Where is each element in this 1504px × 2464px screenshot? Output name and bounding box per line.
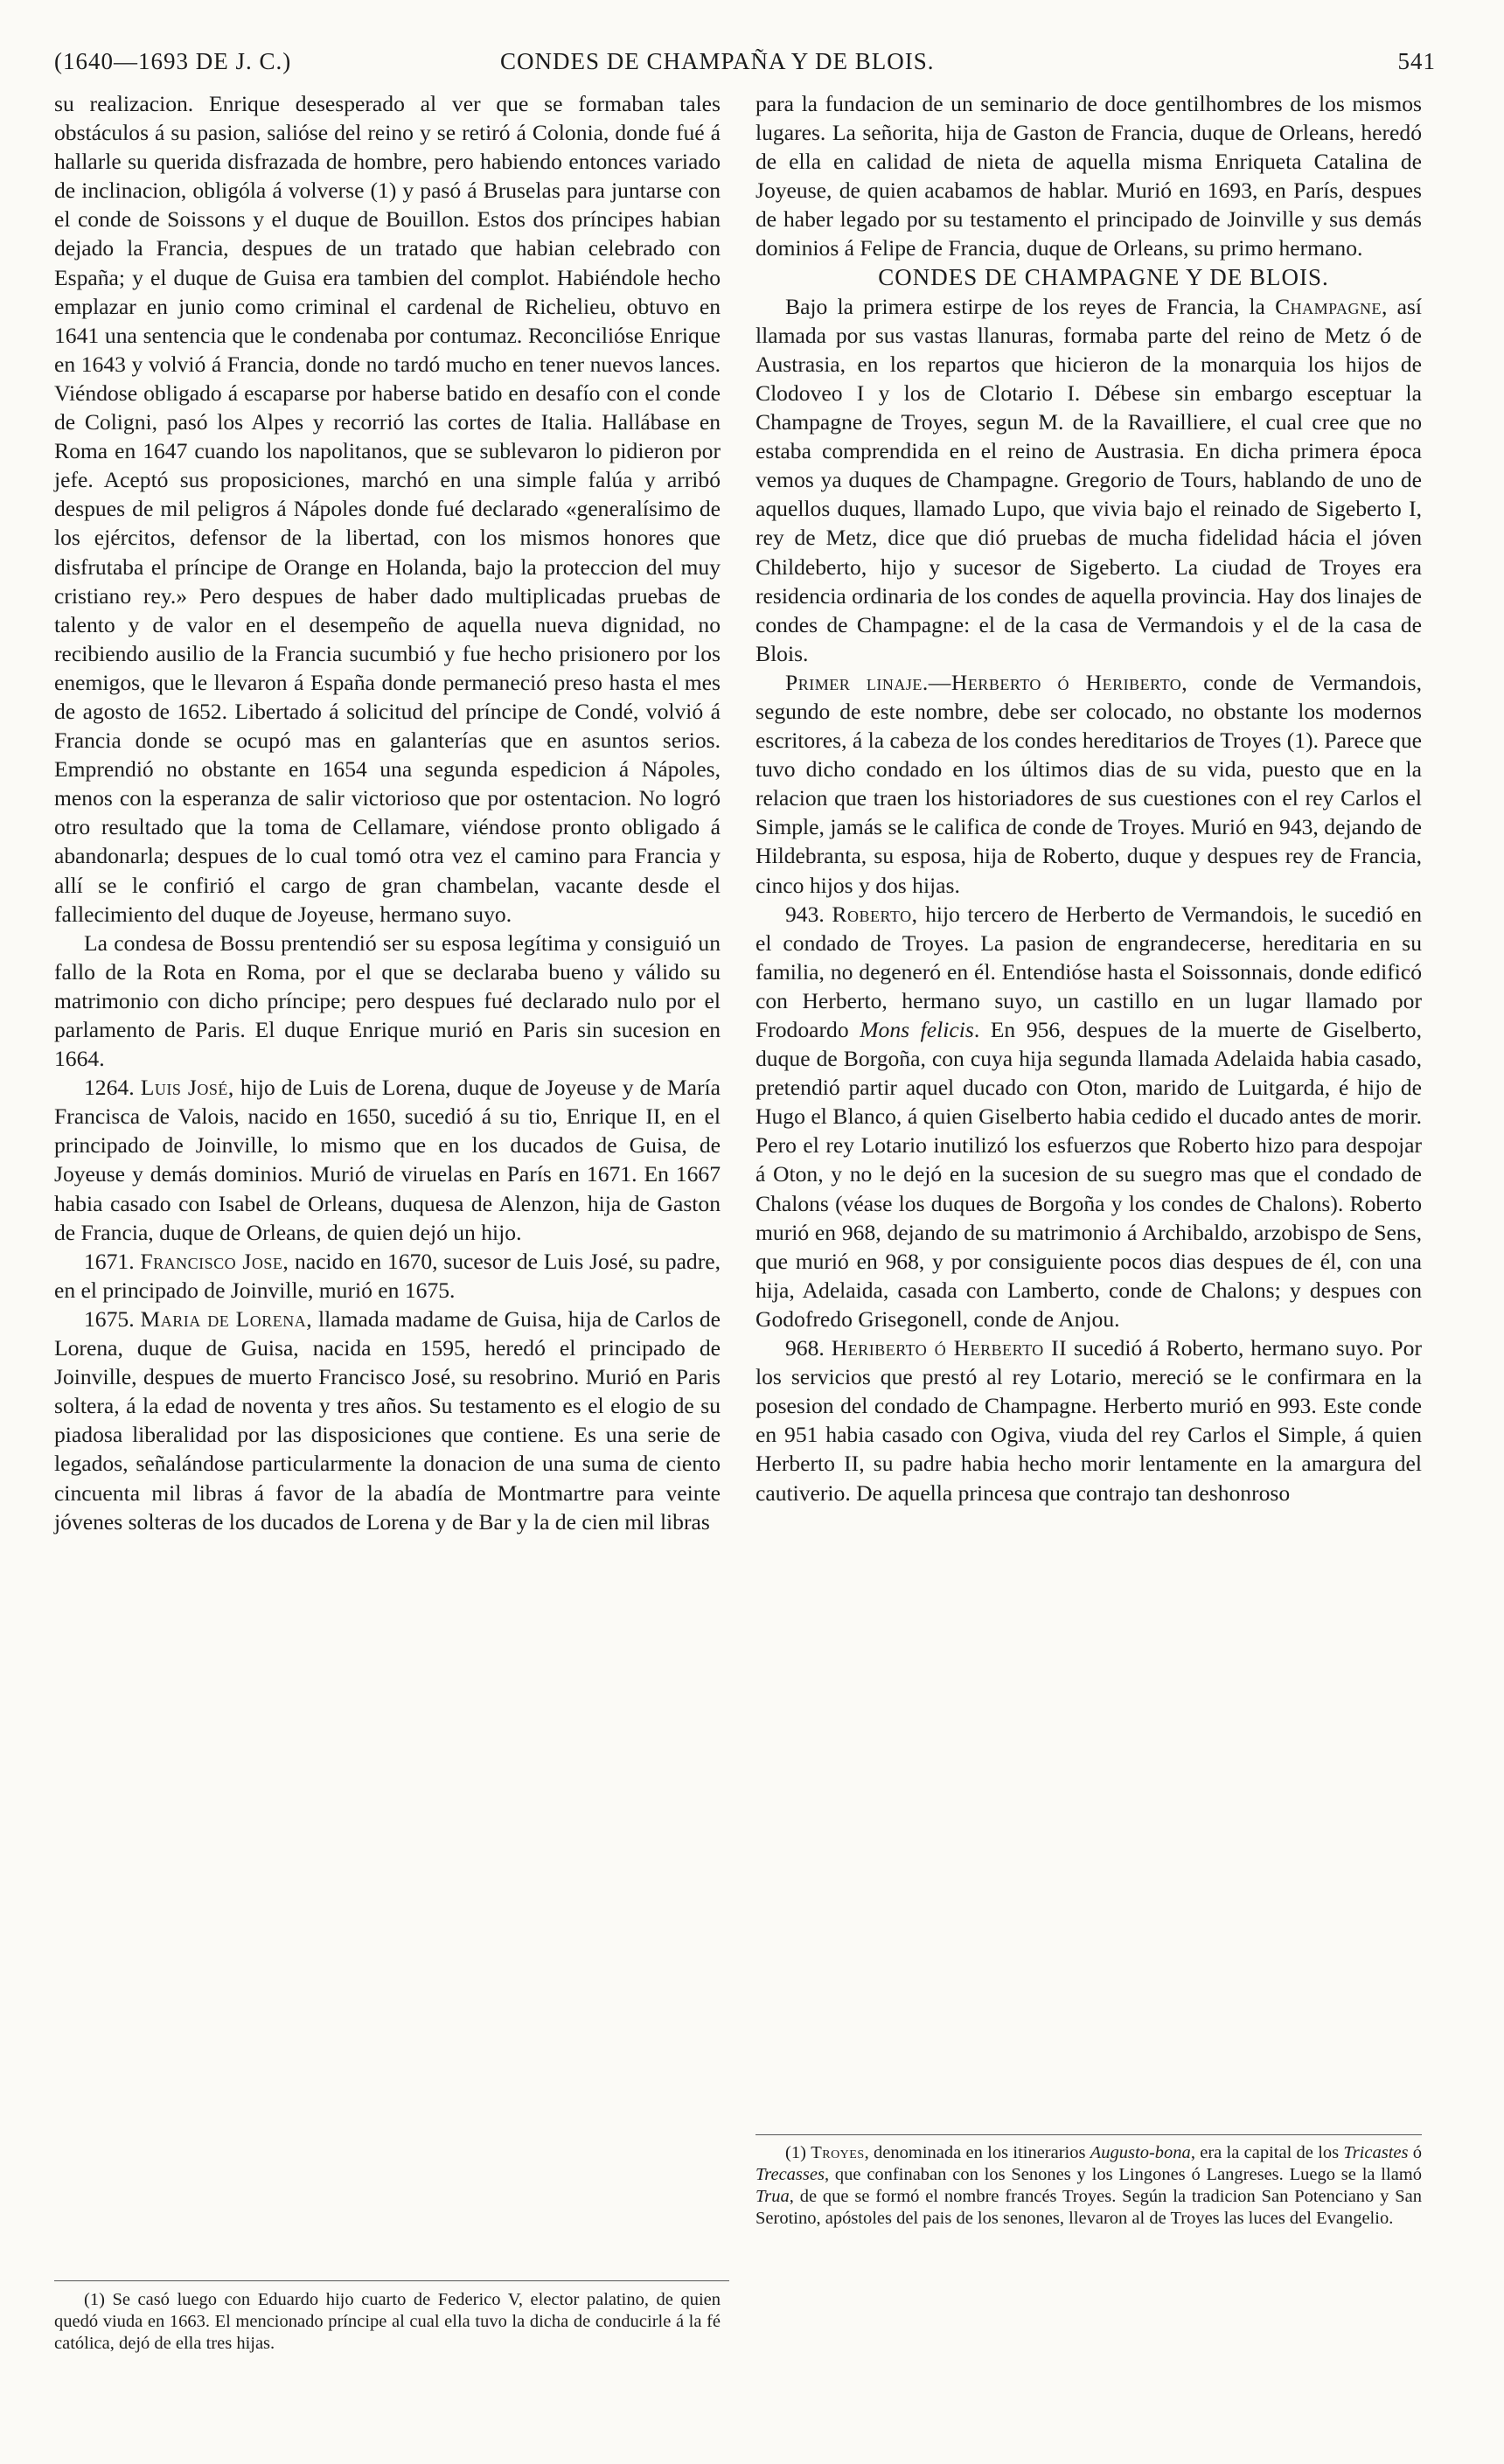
text-run: , así llamada por sus vastas llanuras, formaba parte del reino de Metz ó de Austrasia, en los repartos que hicieron de la monarquia los hijos de Clodoveo I y los de Clotario I. Débese sin embargo esceptuar la Champagne de Troyes, segun M. de la Ravailliere, el cual cree que no estaba comprendida en el reino de Austrasia. En dicha primera época vemos ya duques de Champagne. Gregorio de Tours, hablando de uno de aquellos duques, llamado Lupo, que vivia bajo el reinado de Sigeberto I, rey de Metz, dice que dió pruebas de mucha fidelidad hácia el jóven Childeberto, hijo y sucesor de Sigeberto. La ciudad de Troyes era residencia ordinaria de los condes de aquella provincia. Hay dos linajes de condes de Champagne: el de la casa de Vermandois y el de la casa de Blois.	[755, 293, 1422, 666]
entry-text: llamada madame de Guisa, hija de Carlos de Lorena, duque de Guisa, nacida en 1595, heredó el principado de Joinville, despues de muerto Francisco José, su resobrino. Murió en Paris soltera, á la edad de noventa y tres años. Su testamento es el elogio de su piadosa liberalidad por las disposiciones que contiene. Es una serie de legados, señalándose particularmente la donacion de una suma de ciento cincuenta mil libras á favor de la abadía de Montmartre para veinte jóvenes solteras de los ducados de Lorena y de Bar y la de cien mil libras	[54, 1305, 721, 1535]
entry-name: Maria de Lorena,	[140, 1305, 313, 1332]
entry-text: hijo tercero de Herberto de Vermandois, le sucedió en el condado de Troyes. La pasion de engrandecerse, hereditaria en su familia, no degeneró en él. Entendióse hasta el Soissonnais, donde edificó con Herberto, hermano suyo, un castillo en un lugar llamado por Frodoardo	[755, 901, 1422, 1042]
entry-primer-linaje	[755, 668, 1422, 900]
entry-text: nacido en 1670, sucesor de Luis José, su padre, en el principado de Joinville, murió en 1675.	[54, 1248, 721, 1303]
entry-text: hijo de Luis de Lorena, duque de Joyeuse y de María Francisca de Valois, nacido en 1650, sucedió á su tio, Enrique II, en el principado de Joinville, lo mismo que en los ducados de Guisa, de Joyeuse y demás dominios. Murió de viruelas en París en 1671. En 1667 habia casado con Isabel de Orleans, duquesa de Alenzon, hija de Gaston de Francia, duque de Orleans, de quien dejó un hijo.	[54, 1075, 721, 1245]
entry-name: Roberto,	[832, 901, 918, 927]
right-column	[755, 89, 1422, 1507]
entry-heading: Primer linaje.—Herberto ó Heriberto,	[785, 669, 1188, 695]
page-number: 541	[1397, 48, 1436, 74]
entry-name: Francisco Jose,	[140, 1248, 289, 1274]
entry-year: 1264.	[84, 1075, 135, 1101]
text-run: ó	[1408, 2143, 1423, 2162]
footnote-right	[755, 2142, 1422, 2230]
text-run: (1)	[785, 2143, 811, 2162]
text-run: , era la capital de los	[1190, 2143, 1344, 2162]
latin-term: Trecasses	[755, 2165, 825, 2184]
term-champagne: Champagne	[1275, 293, 1382, 319]
paragraph: La condesa de Bossu prentendió ser su esposa legítima y consiguió un fallo de la Rota en Roma, por el que se declaraba bueno y válido su matrimonio con dicho príncipe; pero despues fué declarado nulo por el parlamento de Paris. El duque Enrique murió en Paris sin sucesion en 1664.	[54, 929, 721, 1072]
entry-name: Heriberto ó Herberto II	[831, 1335, 1068, 1361]
section-title: CONDES DE CHAMPAGNE Y DE BLOIS.	[878, 263, 1329, 290]
paragraph: para la fundacion de un seminario de doce gentilhombres de los mismos lugares. La señorita, hija de Gaston de Francia, duque de Orleans, heredó de ella en calidad de nieta de aquella misma Enriqueta Catalina de Joyeuse, de quien acabamos de hablar. Murió en 1693, en París, despues de haber legado por su testamento el principado de Joinville y sus demás dominios á Felipe de Francia, duque de Orleans, su primo hermano.	[755, 91, 1422, 261]
latin-term: Augusto-bona	[1090, 2143, 1191, 2162]
text-run: , de que se formó el nombre francés Troyes. Según la tradicion San Potenciano y San Serotino, apóstoles del pais de los senones, llevaron al de Troyes las luces del Evangelio.	[755, 2187, 1422, 2228]
term-troyes: Troyes	[811, 2143, 865, 2162]
latin-term: Mons felicis	[860, 1017, 974, 1042]
latin-term: Tricastes	[1343, 2143, 1409, 2162]
footnote-text	[755, 2142, 1422, 2230]
entry-text: . En 956, despues de la muerte de Giselberto, duque de Borgoña, con cuya hija segunda llamada Adelaida habia casado, pretendió partir aquel ducado con Oton, marido de Luitgarda, é hijo de Hugo el Blanco, á quien Giselberto habia cedido el ducado antes de morir. Pero el rey Lotario inutilizó los esfuerzos que Roberto hizo para despojar á Oton, y no le dejó en la sucesion de su suegro mas que el condado de Chalons (véase los duques de Borgoña y los condes de Chalons). Roberto murió en 968, dejando de su matrimonio á Archibaldo, arzobispo de Sens, que murió en 968, y por consiguiente pocos dias despues de él, con una hija, Adelaida, casada con Lamberto, conde de Chalons; y despues con Godofredo Grisegonell, conde de Anjou.	[755, 1017, 1422, 1332]
latin-term: Trua	[755, 2187, 790, 2206]
paragraph-intro	[755, 292, 1422, 668]
footnote-rule-left	[54, 2280, 729, 2281]
entry-text: sucedió á Roberto, hermano suyo. Por los servicios que prestó al rey Lotario, mereció se le confirmara en la posesion del condado de Champagne. Herberto murió en 993. Este conde en 951 habia casado con Ogiva, viuda del rey Carlos el Simple, á quien Herberto II, su padre habia hecho morir lentamente en la amargura del cautiverio. De aquella princesa que contrajo tan deshonroso	[755, 1335, 1422, 1506]
text-run: Bajo la primera estirpe de los reyes de Francia, la	[785, 293, 1276, 319]
footnote-rule-right	[755, 2134, 1422, 2135]
text-run: , denominada en los itinerarios	[864, 2143, 1090, 2162]
entry-year: 968.	[785, 1335, 825, 1361]
entry-year: 943.	[785, 901, 825, 927]
footnote-left	[54, 2289, 721, 2355]
footnote-text: (1) Se casó luego con Eduardo hijo cuarto de Federico V, elector palatino, de quien quedó viuda en 1663. El mencionado príncipe al cual ella tuvo la dicha de conducirle á la fé católica, dejó de ella tres hijas.	[54, 2290, 721, 2353]
entry-roberto	[755, 900, 1422, 1333]
text-run: , que confinaban con los Senones y los Lingones ó Langreses. Luego se la llamó	[824, 2165, 1422, 2184]
running-header	[54, 48, 1436, 83]
header-title: CONDES DE CHAMPAÑA Y DE BLOIS.	[500, 48, 935, 74]
entry-heriberto-ii	[755, 1333, 1422, 1507]
entry-luis-jose	[54, 1073, 721, 1247]
entry-francisco-jose	[54, 1247, 721, 1305]
left-column	[54, 89, 721, 1536]
entry-maria-de-lorena	[54, 1305, 721, 1536]
entry-year: 1671.	[84, 1248, 135, 1274]
entry-name: Luis José,	[140, 1075, 234, 1101]
entry-text: conde de Vermandois, segundo de este nombre, debe ser colocado, no obstante los modernos escritores, á la cabeza de los condes hereditarios de Troyes (1). Parece que tuvo dicho condado en los últimos dias de su vida, puesto que en la relacion que traen los historiadores de sus cuestiones con el rey Carlos el Simple, jamás se le califica de conde de Troyes. Murió en 943, dejando de Hildebranta, su esposa, hija de Roberto, duque y despues rey de Francia, cinco hijos y dos hijas.	[755, 669, 1422, 898]
header-date-range: (1640—1693 DE J. C.)	[54, 48, 292, 74]
entry-year: 1675.	[84, 1305, 135, 1332]
paragraph: su realizacion. Enrique desesperado al ver que se formaban tales obstáculos á su pasion, salióse del reino y se retiró á Colonia, donde fué á hallarle su querida disfrazada de hombre, pero habiendo entonces variado de inclinacion, obligóla á volverse (1) y pasó á Bruselas para juntarse con el conde de Soissons y el duque de Bouillon. Estos dos príncipes habian dejado la Francia, despues de un tratado que habian celebrado con España; y el duque de Guisa era tambien del complot. Habiéndole hecho emplazar en junio como criminal el cardenal de Richelieu, obtuvo en 1641 una sentencia que le condenaba por contumaz. Reconcilióse Enrique en 1643 y volvió á Francia, donde no tardó mucho en tener nuevos lances. Viéndose obligado á escaparse por haberse batido en desafío con el conde de Coligni, pasó los Alpes y recorrió las cortes de Italia. Hallábase en Roma en 1647 cuando los napolitanos, que se sublevaron lo pidieron por jefe. Aceptó sus proposiciones, marchó en una simple falúa y arribó despues de mil peligros á Nápoles donde fué declarado «generalísimo de los ejércitos, defensor de la libertad, con los mismos honores que disfrutaba el príncipe de Orange en Holanda, bajo la proteccion del muy cristiano rey.» Pero despues de haber dado multiplicadas pruebas de talento y de valor en el desempeño de aquella nueva dignidad, no recibiendo ausilio de la Francia sucumbió y fue hecho prisionero por los enemigos, que le llevaron á España donde permaneció preso hasta el mes de agosto de 1652. Libertado á solicitud del príncipe de Condé, volvió á Francia donde se ocupó mas en galanterías que en asuntos serios. Emprendió no obstante en 1654 una segunda espedicion á Nápoles, menos con la esperanza de salir victorioso que por ostentacion. No logró otro resultado que la toma de Cellamare, viéndose pronto obligado á abandonarla; despues de lo cual tomó otra vez el camino para Francia y allí se le confirió el cargo de gran chambelan, vacante desde el fallecimiento del duque de Joyeuse, hermano suyo.	[54, 91, 721, 927]
